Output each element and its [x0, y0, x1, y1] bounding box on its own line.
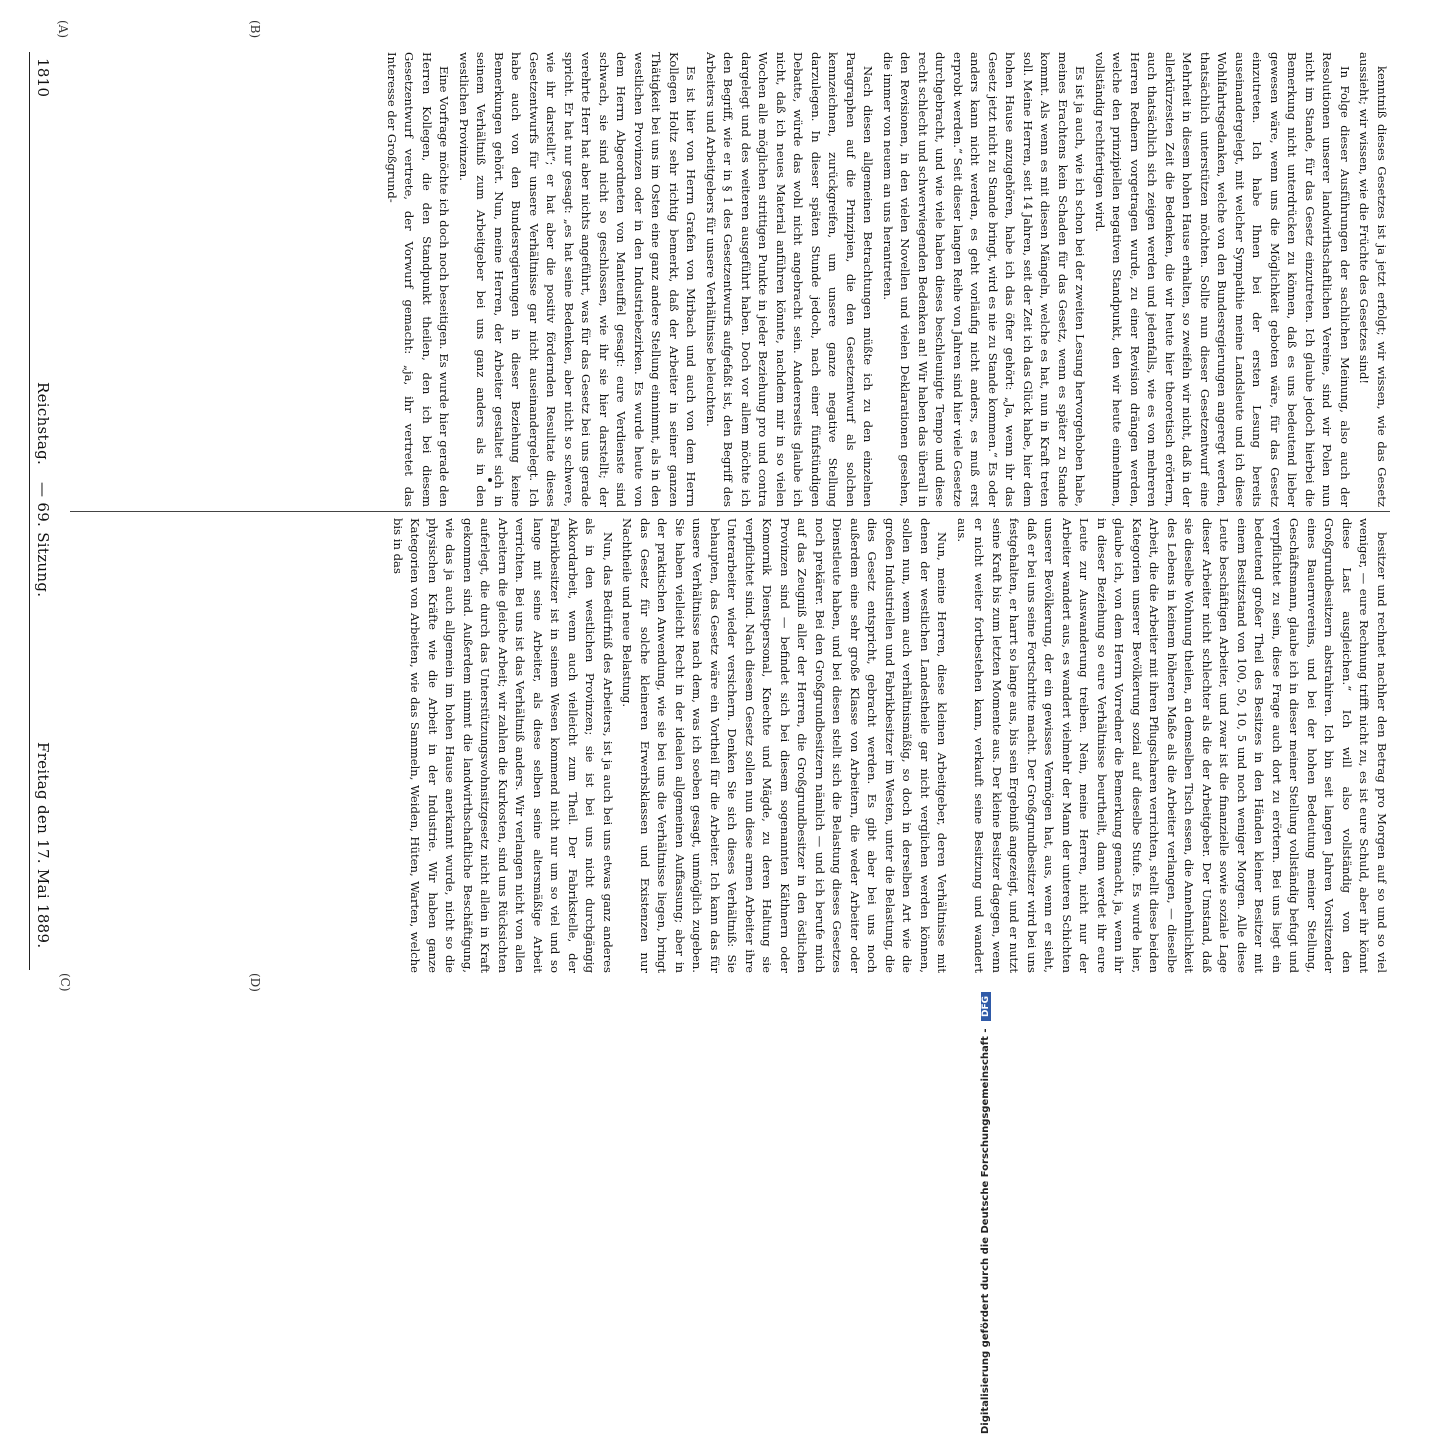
- paragraph: In Folge dieser Ausführungen der sachlichen Meinung, also auch der Resolutionen unserer landwirthschaftlichen Vereine, sind wir Polen nun nicht im Stande, für das Gesetz einzutreten. Ich glaube jedoch hierbei die Bemerkung nicht unterdrücken zu können, daß es uns bedeutend lieber gewesen wäre, wenn uns die Möglichkeit geboten wäre, für das Gesetz einzutreten. Ich habe Ihnen bei der ersten Lesung bereits auseinandergelegt, mit welcher Sympathie meine Landsleute und ich diese Wohlfahrtsgedanken, welche von den Bundesregierungen angeregt werden, thatsächlich unterstützen möchten. Sollte nun dieser Gesetzentwurf eine Mehrheit in diesem hohen Hause erhalten, so zweifeln wir nicht, daß in der allerkürzesten Zeit die Bedenken, die wir heute hier theoretisch erörtern, auch thatsächlich sich zeigen werden und jedenfalls, wie es von mehreren Herren Rednern vorgetragen wurde, zu einer Revision drängen werden, welche den prinzipiellen negativen Standpunkt, den wir heute einnehmen, vollständig rechtfertigen wird.: [1093, 52, 1352, 507]
- paragraph: besitzer und rechnet nachher den Betrag pro Morgen auf so und so viel weniger, — eure Rechnung trifft nicht zu, es ist eure Schuld, aber ihr könnt diese Last ausgleichen.“ Ich will also vollständig von den Großgrundbesitzern abstrahiren. Ich bin seit langen Jahren Vorsitzender eines Bauernvereins, und bei der hohen Bedeutung meiner Stellung, Geschäftsmann, glaube ich in dieser meiner Stellung vollständig befugt und verpflichtet zu sein, diese Frage auch dort zu erörtern. Bei uns liegt ein bedeutend großer Theil des Besitzes in den Händen kleiner Besitzer mit einem Besitzstand von 100, 50, 10, 5 und noch weniger Morgen. Alle diese Leute beschäftigen Arbeiter, und zwar ist die finanzielle sowie soziale Lage dieser Arbeiter nicht schlechter als die der Arbeitgeber. Der Umstand, daß sie dieselbe Wohnung theilen, an demselben Tisch essen, die Annehmlichkeit des Lebens in keinem höheren Maße als die Arbeiter verlangen, — dieselbe Arbeit, die die Arbeiter mit ihren Pflugscharen verrichten, stellt diese beiden Kategorien unserer Bevölkerung sozial auf dieselbe Stufe. Es wurde hier, glaube ich, von dem Herrn Vorredner die Bemerkung gemacht, ja, wenn ihr in dieser Beziehung so eure Verhältnisse beurtheilt, dann werdet ihr eure Leute zur Auswanderung treiben. Nein, meine Herren, nicht nur der Arbeiter wandert aus, es wandert vielmehr der Mann der unteren Schichten unserer Bevölkerung, der ein gewisses Vermögen hat, aus, wenn er sieht, daß er bei uns seine Fortschritte macht. Der Großgrundbesitzer wird bei uns festgehalten, er harrt so lange aus, bis sein Ergebniß angezeigt, und er nutzt seine Kraft bis zum letzten Momente aus. Der kleine Besitzer dagegen, wenn er nicht weiter fortbestehen kann, verkauft seine Besitzung und wandert aus.: [955, 518, 1389, 973]
- credit-text-wrapper: [980, 992, 991, 1434]
- header-page-number: 1810: [34, 58, 52, 98]
- header-rule: [29, 52, 30, 970]
- left-text-column: [70, 52, 1390, 507]
- paragraph: kenntniß dieses Gesetzes ist ja jetzt erfolgt; wir wissen, wie das Gesetz aussieht; wir wissen, wie die Früchte des Gesetzes sind!: [1357, 52, 1389, 507]
- margin-label-c: (C): [58, 973, 72, 992]
- page-header: [28, 52, 54, 970]
- header-session: — 69. Sitzung.: [34, 482, 52, 598]
- dfg-logo: DFG: [981, 992, 991, 1021]
- paragraph: Nun, das Bedürfniß des Arbeiters, ist ja auch bei uns etwas ganz anderes als in den westlichen Provinzen; sie ist bei uns nicht durchgängig Akkordarbeit, wenn auch vielleicht zum Theil. Der Fabrikstelle, der Fabrikbesitzer ist in seinem Wesen kommend nicht nur um so viel und so lange mit seine Arbeiter, als diese selben seine altersmäßige Arbeit verrichten. Bei uns ist das Verhältniß anders. Wir verlangen nicht von allen Arbeitern die gleiche Arbeit; wir zahlen die Kurkosten, sind uns Rücksichten auferlegt, die durch das Unterstützungswohnsitzgesetz nicht allein in Kraft gekommen sind. Außerdem nimmt die landwirthschaftliche Beschäftigung, wie das ja auch allgemein im hohen Hause anerkannt wurde, nicht so die physischen Kräfte wie die Arbeit in der Industrie. Wir haben ganze Kategorien von Arbeiten, wie das Sammeln, Weiden, Hüten, Warten, welche bis in das: [391, 518, 615, 973]
- paragraph: Es ist hier von Herrn Grafen von Mirbach und auch von dem Herrn Kollegen Holtz sehr richtig bemerkt, daß der Arbeiter in seiner ganzen Thätigkeit bei uns im Osten eine ganz andere Stellung einnimmt, als in den westlichen Provinzen oder in den Industriebezirken. Es wurde heute von dem Herrn Abgeordneten von Manteuffel gesagt: eure Verdienste sind schwach, sie sind nicht so geschlossen, wie ihr sie hier darstellt; der verehrte Herr hat aber nichts angeführt, was für das Gesetz bei uns gerade spricht. Er hat nur gesagt: „es hat seine Bedenken, aber nicht so schwere, wie ihr darstellt“; er hat aber die positiv fördernden Resultate dieses Gesetzentwurfs für unsere Verhältnisse gar nicht auseinandergelegt. Ich habe auch von den Bundesregierungen in dieser Beziehung keine Bemerkungen gehört. Nun, meine Herren, der Arbeiter gestaltet sich in seinem Verhältniß zum Arbeitgeber bei uns ganz anders als in den westlichen Provinzen.: [457, 52, 699, 507]
- paragraph: Nun, meine Herren, diese kleinen Arbeitgeber, deren Verhältnisse mit denen der westlichen Landestheile gar nicht verglichen werden können, sollen nun, wenn auch verhältnismäßig, so doch in derselben Art wie die großen Industriellen und Fabrikbesitzer im Westen, unter die Belastung, die dies Gesetz entspricht, gebracht werden. Es gibt aber bei uns noch außerdem eine sehr große Klasse von Arbeitern, die weder Arbeiter oder Dienstleute haben, und bei diesen stellt sich die Belastung dieses Gesetzes noch prekärer. Bei den Großgrundbesitzern nämlich — und ich berufe mich auf das Zeugniß aller der Herren, die Großgrundbesitzer in den östlichen Provinzen sind — befindet sich bei diesem sogenannten Käthnern oder Komornik Dienstpersonal, Knechte und Mägde, zu deren Haltung sie verpflichtet sind. Nach diesem Gesetz sollen nun diese armen Arbeiter ihre Unterarbeiter wieder versichern. Denken Sie sich dieses Verhältniß: Sie behaupten, das Gesetz wäre ein Vortheil für die Arbeiter. Ich kann das für unsere Verhältnisse nach dem, was ich soeben gesagt, unmöglich zugeben. Sie haben vielleicht Recht in der idealen allgemeinen Auffassung; aber in der praktischen Anwendung, wie sie bei uns die Verhältnisse liegen, bringt das Gesetz für solche kleineren Erwerbsklassen und Existenzen nur Nachtheile und neue Belastung.: [620, 518, 950, 973]
- credit-text: Digitalisierung gefördert durch die Deutsche Forschungsgemeinschaft -: [980, 1028, 991, 1434]
- margin-label-a: (A): [56, 20, 70, 39]
- right-text-column: [70, 518, 1390, 973]
- paragraph: Eine Vorfrage möchte ich doch noch beseitigen. Es wurde hier gerade den Herren Kollegen, die den Standpunkt theilen, den ich bei diesem Gesetzentwurf vertrete, der Vorwurf gemacht: „ja, ihr vertretet das Interesse der Großgrund-: [385, 52, 452, 507]
- margin-label-b: (B): [248, 20, 262, 39]
- paragraph: Es ist ja auch, wie ich schon bei der zweiten Lesung hervorgehoben habe, meines Erachtens kein Schaden für das Gesetz, wenn es später zu Stande kommt. Als wenn es mit diesen Mängeln, welche es hat, nun in Kraft treten soll. Meine Herren, seit 14 Jahren, seit der Zeit ich das Glück habe, hier dem hohen Hause anzugehören, habe ich das öfter gehört: „Ja, wenn ihr das Gesetz jetzt nicht zu Stande bringt, wird es nie zu Stande kommen.“ Es oder anders kann nicht werden, es geht vorläufig nicht anders, es muß erst erprobt werden.“ Seit dieser langen Reihe von Jahren sind hier viele Gesetze durchgebracht, und wie viele haben dieses beschleunigte Tempo und diese recht schlecht und schwerwiegenden Bedenken an! Wir haben das überall in den Revisionen, in den vielen Novellen und vielen Deklarationen gesehen, die immer von neuem an uns herantreten.: [881, 52, 1088, 507]
- scan-speck: [488, 478, 492, 482]
- header-publication: Reichstag.: [34, 382, 52, 466]
- column-divider: [70, 511, 1390, 512]
- header-date: Freitag den 17. Mai 1889.: [34, 742, 52, 949]
- margin-label-d: (D): [248, 973, 262, 992]
- paragraph: Nach diesen allgemeinen Betrachtungen müßte ich zu den einzelnen Paragraphen auf die Prinzipien, die den Gesetzentwurf als solchen kennzeichnen, zurückgreifen, um unsere ganze negative Stellung darzulegen. In dieser späten Stunde jedoch, nach einer fünfstündigen Debatte, würde das wohl nicht angebracht sein. Andererseits glaube ich nicht, daß ich neues Material anführen könnte, nachdem mir in so vielen Wochen alle möglichen strittigen Punkte in jeder Beziehung pro und contra dargelegt und des weiteren ausgeführt haben. Doch vor allem möchte ich den Begriff, wie er in § 1 des Gesetzentwurfs aufgefaßt ist, den Begriff des Arbeiters und Arbeitgebers für unsere Verhältnisse beleuchten.: [704, 52, 876, 507]
